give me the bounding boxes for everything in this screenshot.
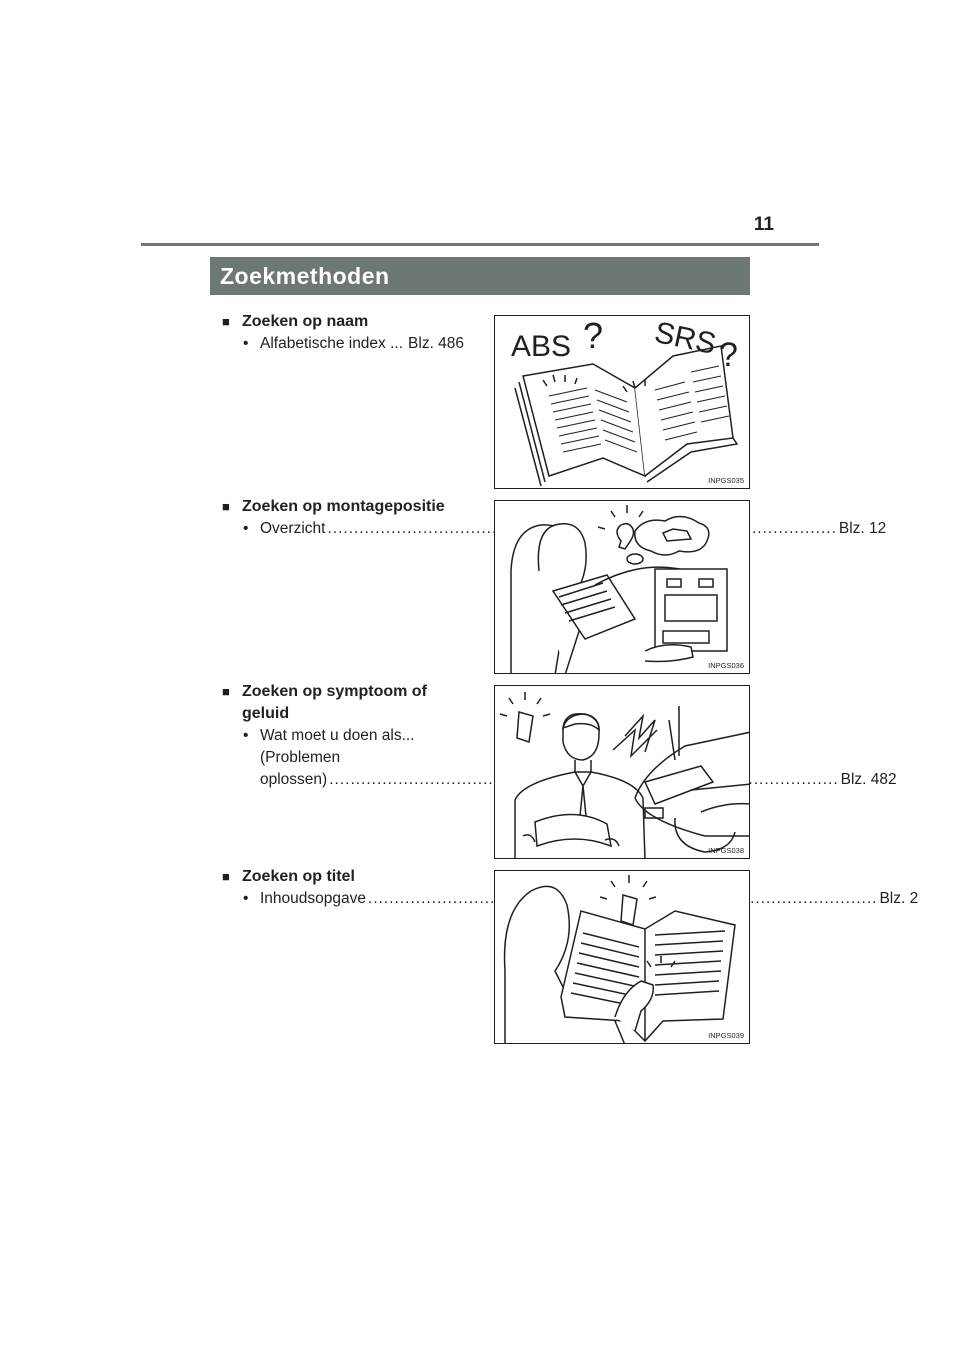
topic-heading-text: [242, 681, 427, 725]
figure-code: INPGS035: [708, 476, 744, 485]
entry-page-ref: Blz. 482: [840, 771, 897, 788]
entry-line: (Problemen: [260, 749, 341, 766]
entry-page-ref: Blz. 486: [408, 335, 465, 352]
topic-heading-line: Zoeken op symptoom of: [242, 683, 427, 700]
topic-entry: [242, 518, 887, 540]
page-number: 11: [753, 214, 774, 235]
section-header: [210, 257, 750, 295]
topic-heading: [222, 496, 484, 518]
abs-label: ABS: [511, 330, 572, 363]
bullet-icon: •: [243, 335, 249, 352]
figure-code: INPGS038: [708, 846, 744, 855]
entry-label: Alfabetische index ...: [260, 335, 404, 352]
figure-code: INPGS039: [708, 1031, 744, 1040]
topic-heading-text: Zoeken op montagepositie: [242, 498, 445, 515]
figure-book-abs-srs: [494, 315, 750, 489]
question-mark-abs: ?: [583, 316, 604, 356]
topic-heading: [222, 311, 484, 333]
bullet-icon: •: [243, 890, 249, 907]
square-bullet-icon: ■: [222, 684, 230, 699]
bullet-icon: •: [243, 727, 249, 744]
square-bullet-icon: ■: [222, 499, 230, 514]
entry-page-ref: Blz. 12: [838, 520, 887, 537]
entry-label: oplossen): [260, 771, 328, 788]
figure-man-reading-car: [494, 685, 750, 859]
figure-person-reading-book: [494, 870, 750, 1044]
topic-entry: [242, 888, 919, 910]
driver-dashboard-illustration: [495, 501, 750, 674]
entry-page-ref: Blz. 2: [879, 890, 919, 907]
bullet-icon: •: [243, 520, 249, 537]
open-book-illustration: [495, 316, 750, 489]
topic-search-by-position: [222, 496, 887, 540]
man-reading-car-illustration: [495, 686, 750, 859]
topic-search-by-symptom: [222, 681, 897, 791]
square-bullet-icon: ■: [222, 314, 230, 329]
topic-heading: [222, 681, 484, 725]
figure-code: INPGS036: [708, 661, 744, 670]
square-bullet-icon: ■: [222, 869, 230, 884]
figure-driver-dashboard: [494, 500, 750, 674]
topic-heading-text: Zoeken op titel: [242, 868, 355, 885]
topic-entry: [242, 725, 897, 791]
entry-line: Wat moet u doen als...: [260, 727, 415, 744]
entry-label: Overzicht: [260, 520, 326, 537]
person-reading-book-illustration: [495, 871, 750, 1044]
topic-entry: [242, 333, 484, 355]
srs-label: SRS: [651, 316, 719, 362]
topic-heading-text: Zoeken op naam: [242, 313, 369, 330]
question-mark-srs: ?: [719, 336, 738, 374]
topic-heading-line: geluid: [242, 705, 290, 722]
topic-search-by-title: [222, 866, 919, 910]
topic-heading: [222, 866, 484, 888]
section-title: Zoekmethoden: [220, 263, 390, 289]
top-rule: [141, 243, 819, 246]
topic-search-by-name: [222, 311, 484, 355]
entry-label: Inhoudsopgave: [260, 890, 367, 907]
